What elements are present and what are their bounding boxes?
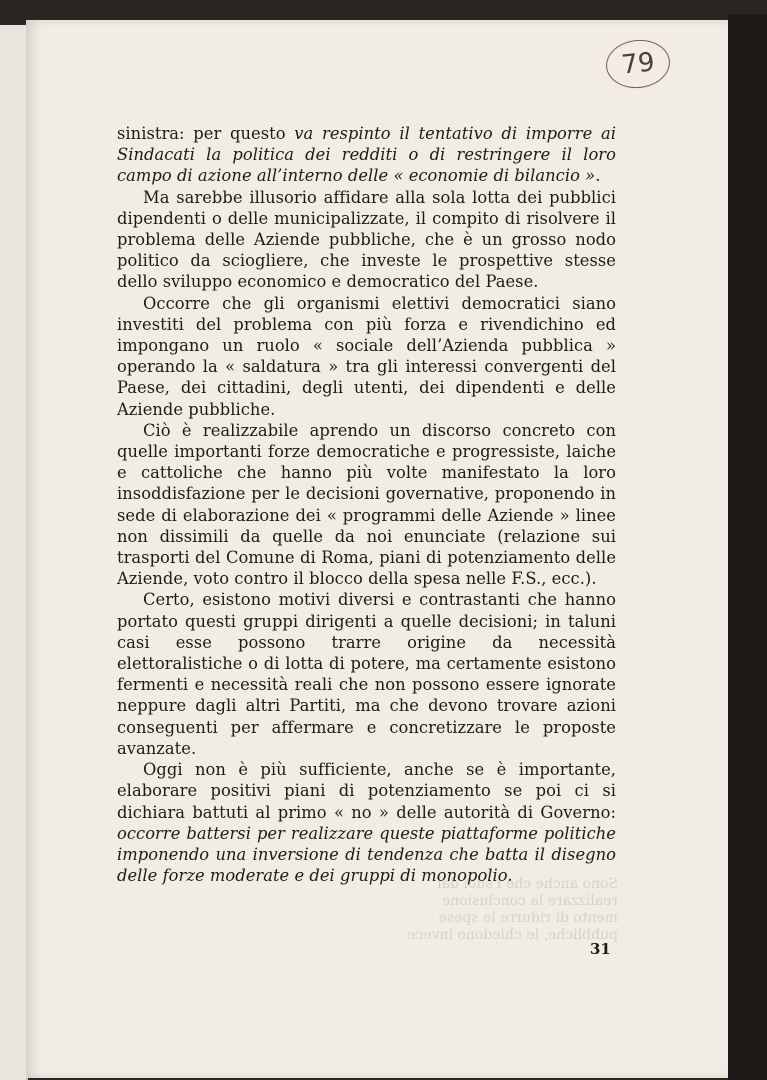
text-run: Certo, esistono motivi diversi e contrastanti che hanno portato questi gruppi dirigenti a quelle decisioni; in taluni casi esse possono trarre origine da necessità elettoralistiche o di lotta di potere, ma certamente esistono fermenti e necessità reali che non possono essere ignorate neppure dagli altri Partiti, ma che devono trovare azioni conseguenti per affermare e concretizzare le proposte avanzate. [117, 590, 616, 758]
paragraph [117, 123, 616, 187]
text-run: Occorre che gli organismi elettivi democratici siano investiti del problema con più forza e rivendichino ed impongano un ruolo « sociale dell’Azienda pubblica » operando la « saldatura » tra gli interessi convergenti del Paese, dei cittadini, degli utenti, dei dipendenti e delle Aziende pubbliche. [117, 293, 616, 419]
italic-run: va respinto il tentativo di imporre ai Sindacati la politica dei redditi o di restringere il loro campo di azione all’interno delle « economie di bilancio » [117, 124, 616, 186]
text-run: Ma sarebbe illusorio affidare alla sola lotta dei pubblici dipendenti o delle municipalizzate, il compito di risolvere il problema delle Aziende pubbliche, che è un grosso nodo politico da sciogliere, che investe le prospettive stesse dello sviluppo economico e democratico del Paese. [117, 187, 616, 292]
show-through-text: Sono anche che i suoi dal realizzare la conclusione mento di ridurre le spese pubbliche, le chiedono invece [407, 876, 618, 943]
paragraph [117, 589, 616, 759]
paragraph [117, 759, 616, 886]
body-text [117, 123, 616, 886]
dark-background [728, 14, 767, 1080]
text-run: . [595, 166, 601, 186]
paragraph [117, 293, 616, 420]
page-number: 31 [590, 940, 611, 958]
paragraph [117, 187, 616, 293]
text-run: sinistra: per questo [117, 124, 295, 143]
handwritten-page-stamp: 79 [604, 37, 673, 91]
text-run: Ciò è realizzabile aprendo un discorso concreto con quelle importanti forze democratiche e progressiste, laiche e cattoliche che hanno più volte manifestato la loro insoddisfazione per le decisioni governative, proponendo in sede di elaborazione dei « programmi delle Aziende » linee non dissimili da quelle da noi enunciate (relazione sui trasporti del Comune di Roma, piani di potenziamento delle Aziende, voto contro il blocco della spesa nelle F.S., ecc.). [117, 420, 616, 589]
paragraph [117, 420, 616, 590]
italic-run: occorre battersi per realizzare queste piattaforme politiche imponendo una inversione di tendenza che batta il disegno delle forze moderate e dei gruppi di monopolio. [117, 823, 616, 886]
facing-page-edge [0, 25, 28, 1080]
text-run: Oggi non è più sufficiente, anche se è importante, elaborare positivi piani di potenziamento se poi ci si dichiara battuti al primo « no » delle autorità di Governo: [117, 760, 616, 822]
